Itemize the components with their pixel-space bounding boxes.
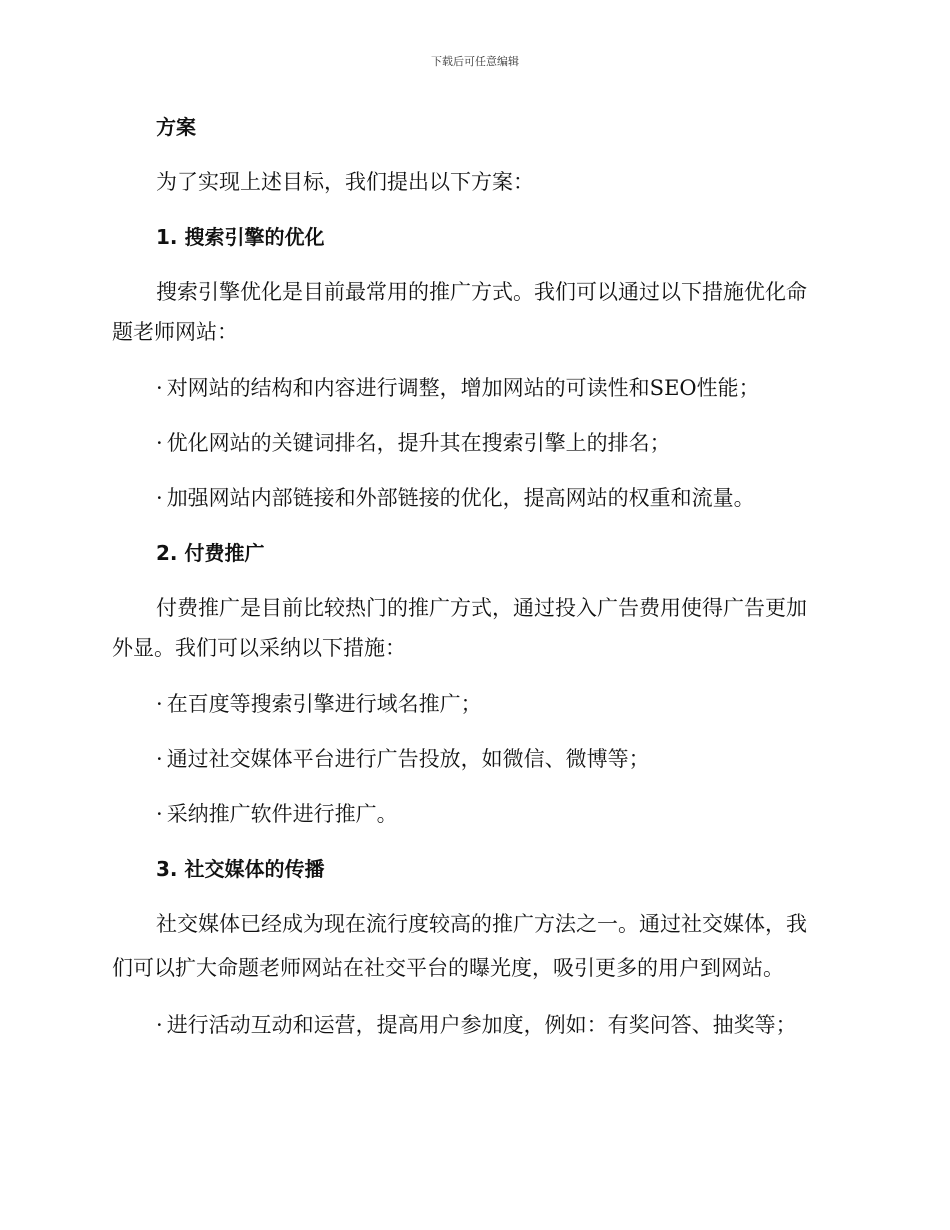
list-item	[156, 799, 398, 829]
list-item-text: 优化网站的关键词排名，提升其在搜索引擎上的排名；	[166, 431, 671, 455]
paragraph-line: 社交媒体已经成为现在流行度较高的推广方法之一。通过社交媒体，我	[156, 912, 807, 936]
intro-paragraph: 为了实现上述目标，我们提出以下方案：	[156, 170, 534, 194]
bullet-icon: ·	[156, 1013, 163, 1037]
list-item	[156, 428, 671, 458]
list-item-text: 对网站的结构和内容进行调整，增加网站的可读性和SEO性能；	[166, 376, 760, 400]
section-heading-2: 2. 付费推广	[156, 541, 265, 565]
list-item	[156, 483, 755, 513]
section-heading-3: 3. 社交媒体的传播	[156, 857, 325, 881]
list-item-text: 在百度等搜索引擎进行域名推广；	[166, 692, 482, 716]
page-header: 下载后可任意编辑	[431, 55, 519, 68]
paragraph-line: 们可以扩大命题老师网站在社交平台的曝光度，吸引更多的用户到网站。	[112, 956, 784, 980]
list-item-text: 进行活动互动和运营，提高用户参加度，例如：有奖问答、抽奖等；	[166, 1013, 797, 1037]
paragraph-line: 题老师网站：	[112, 320, 238, 344]
list-item	[156, 1010, 797, 1040]
list-item-text: 通过社交媒体平台进行广告投放，如微信、微博等；	[166, 747, 650, 771]
section-heading-1: 1. 搜索引擎的优化	[156, 225, 325, 249]
section-title: 方案	[156, 115, 196, 139]
list-item	[156, 373, 760, 403]
bullet-icon: ·	[156, 747, 163, 771]
paragraph-line: 付费推广是目前比较热门的推广方式，通过投入广告费用使得广告更加	[156, 596, 807, 620]
paragraph-line: 搜索引擎优化是目前最常用的推广方式。我们可以通过以下措施优化命	[156, 280, 807, 304]
list-item	[156, 689, 482, 719]
list-item-text: 加强网站内部链接和外部链接的优化，提高网站的权重和流量。	[166, 486, 755, 510]
bullet-icon: ·	[156, 692, 163, 716]
paragraph-line: 外显。我们可以采纳以下措施：	[112, 636, 406, 660]
bullet-icon: ·	[156, 486, 163, 510]
bullet-icon: ·	[156, 431, 163, 455]
bullet-icon: ·	[156, 376, 163, 400]
list-item	[156, 744, 650, 774]
bullet-icon: ·	[156, 802, 163, 826]
list-item-text: 采纳推广软件进行推广。	[166, 802, 398, 826]
